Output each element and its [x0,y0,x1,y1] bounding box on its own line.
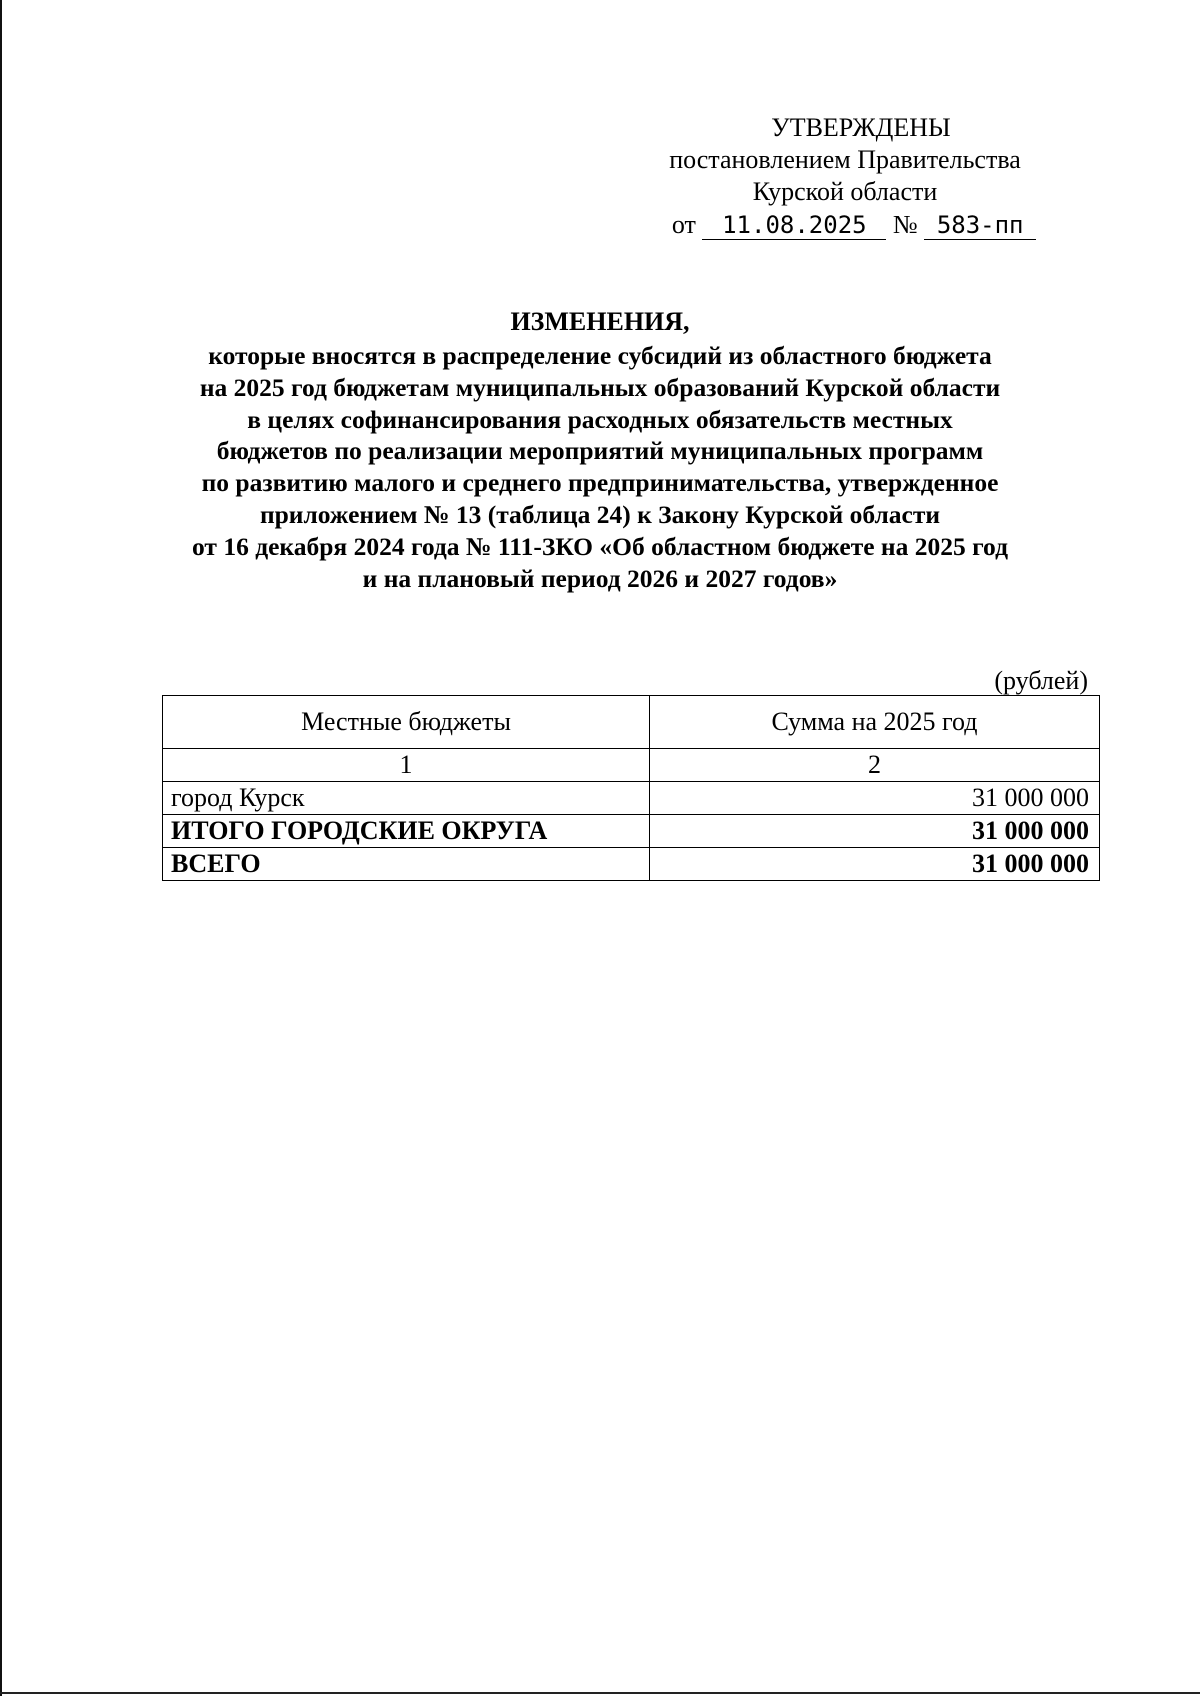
document-title: ИЗМЕНЕНИЯ, [510,307,690,336]
scan-edge-left [0,0,2,1696]
row-name: ИТОГО ГОРОДСКИЕ ОКРУГА [163,815,650,848]
row-name: город Курск [163,782,650,815]
approval-number: 583-пп [924,211,1036,240]
approval-line-1: постановлением Правительства [669,145,1021,174]
scan-edge-bottom [0,1692,1200,1694]
row-amount: 31 000 000 [650,815,1100,848]
approval-block [600,112,1090,241]
approval-line-2: Курской области [752,177,938,206]
approval-date-line [600,209,1090,241]
column-number-2: 2 [650,749,1100,782]
table-row-subtotal [163,815,1100,848]
table-row [163,782,1100,815]
row-name: ВСЕГО [163,848,650,881]
approval-title: УТВЕРЖДЕНЫ [771,113,951,142]
header-local-budgets: Местные бюджеты [163,696,650,749]
column-number-row [163,749,1100,782]
table-row-total [163,848,1100,881]
units-label: (рублей) [994,666,1088,695]
header-amount-2025: Сумма на 2025 год [650,696,1100,749]
column-number-1: 1 [163,749,650,782]
budget-table [162,695,1100,881]
number-sign: № [892,210,918,239]
row-amount: 31 000 000 [650,848,1100,881]
table-header-row [163,696,1100,749]
row-amount: 31 000 000 [650,782,1100,815]
approval-date: 11.08.2025 [702,211,886,240]
document-subtitle: которые вносятся в распределение субсидий из областного бюджета на 2025 год бюджетам муниципальных образований Курской области в целях софинансирования расходных обязательств местных бюджетов по реализации мероприятий муниципальных программ по развитию малого и среднего предпринимательства, утвержденное приложением № 13 (таблица 24) к Закону Курской области от 16 декабря 2024 года № 111-ЗКО «Об областном бюджете на 2025 год и на плановый период 2026 и 2027 годов» [192,341,1008,593]
date-prefix: от [671,210,696,239]
